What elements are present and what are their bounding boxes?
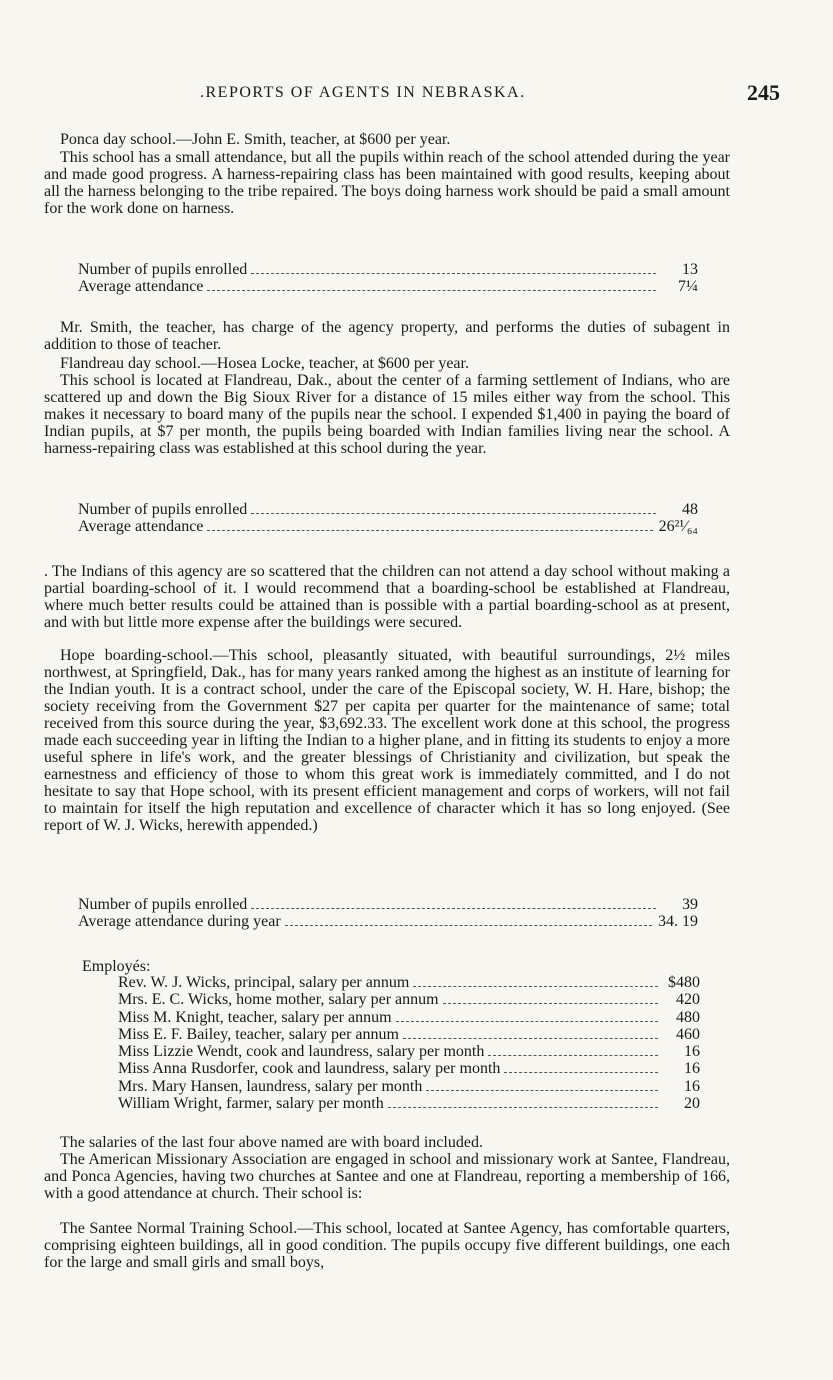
- paragraph-ponca-heading: Ponca day school.—John E. Smith, teacher, at $600 per year.: [60, 131, 451, 148]
- dot-leader: [413, 986, 658, 987]
- stat-value: 39: [682, 896, 698, 913]
- dot-leader: [207, 290, 656, 291]
- dot-leader: [251, 273, 656, 274]
- dot-leader: [251, 908, 656, 909]
- hope-stats-table: [78, 896, 698, 930]
- stat-label: Number of pupils enrolled: [78, 896, 248, 913]
- employe-label: Miss M. Knight, teacher, salary per annum: [118, 1008, 392, 1026]
- stat-value: 13: [682, 261, 698, 278]
- employe-salary: 480: [676, 1008, 700, 1026]
- dot-leader: [396, 1021, 658, 1022]
- stat-label: Average attendance: [78, 518, 204, 535]
- employe-label: Miss Anna Rusdorfer, cook and laundress, salary per month: [118, 1060, 501, 1078]
- employe-salary: 16: [684, 1077, 700, 1095]
- paragraph-ponca-body: This school has a small attendance, but all the pupils within reach of the school attended during the year and made good progress. A harness-repairing class has been maintained with good results, keeping about all the harness belonging to the tribe repaired. The boys doing harness work should be paid a small amount for the work done on harness.: [44, 149, 730, 217]
- ponca-stats-table: [78, 261, 698, 295]
- stat-label: Number of pupils enrolled: [78, 261, 248, 278]
- dot-leader: [285, 925, 652, 926]
- table-row: [118, 1060, 700, 1077]
- stat-value: 7¼: [678, 278, 698, 295]
- stat-label: Average attendance during year: [78, 913, 281, 930]
- paragraph-flandreau-body: This school is located at Flandreau, Dak., about the center of a farming settlement of Indians, who are scattered up and down the Big Sioux River for a distance of 15 miles either way from the school. This makes it necessary to board many of the pupils near the school. I expended $1,400 in paying the board of Indian pupils, at $7 per month, the pupils being boarded with Indian families living near the school. A harness-repairing class was established at this school during the year.: [44, 372, 730, 457]
- stat-value: 34. 19: [658, 913, 698, 930]
- paragraph-salaries-note: The salaries of the last four above named are with board included.: [60, 1134, 483, 1151]
- dot-leader: [443, 1003, 658, 1004]
- table-row: [118, 1009, 700, 1026]
- table-row: [78, 913, 698, 930]
- stat-value: 48: [682, 501, 698, 518]
- dot-leader: [426, 1090, 658, 1091]
- employe-salary: 420: [676, 991, 700, 1009]
- dot-leader: [504, 1072, 658, 1073]
- table-row: [118, 1078, 700, 1095]
- page-number: 245: [747, 80, 780, 105]
- employe-label: Mrs. Mary Hansen, laundress, salary per month: [118, 1077, 423, 1095]
- employe-salary: 20: [684, 1095, 700, 1113]
- dot-leader: [207, 530, 652, 531]
- paragraph-santee-normal: The Santee Normal Training School.—This school, located at Santee Agency, has comfortable quarters, comprising eighteen buildings, all in good condition. The pupils occupy five different buildings, one each for the large and small girls and small boys,: [44, 1220, 730, 1271]
- stat-label: Average attendance: [78, 278, 204, 295]
- table-row: [118, 974, 700, 991]
- table-row: [78, 261, 698, 278]
- running-head: .REPORTS OF AGENTS IN NEBRASKA.: [200, 84, 526, 101]
- employe-label: Miss Lizzie Wendt, cook and laundress, salary per month: [118, 1043, 485, 1061]
- dot-leader: [488, 1055, 658, 1056]
- table-row: [118, 991, 700, 1008]
- employe-salary: $480: [668, 974, 700, 991]
- table-row: [78, 278, 698, 295]
- table-row: [118, 1043, 700, 1060]
- flandreau-stats-table: [78, 501, 698, 535]
- employe-salary: 460: [676, 1025, 700, 1043]
- employes-table: [118, 974, 700, 1112]
- table-row: [78, 501, 698, 518]
- table-row: [118, 1095, 700, 1112]
- employe-label: William Wright, farmer, salary per month: [118, 1095, 384, 1113]
- dot-leader: [403, 1038, 658, 1039]
- employe-label: Miss E. F. Bailey, teacher, salary per annum: [118, 1025, 399, 1043]
- paragraph-smith-duties: Mr. Smith, the teacher, has charge of the agency property, and performs the duties of subagent in addition to those of teacher.: [44, 319, 730, 353]
- paragraph-flandreau-heading: Flandreau day school.—Hosea Locke, teacher, at $600 per year.: [60, 355, 469, 372]
- dot-leader: [251, 513, 656, 514]
- dot-leader: [388, 1107, 658, 1108]
- paragraph-hope-school: Hope boarding-school.—This school, pleasantly situated, with beautiful surroundings, 2½ miles northwest, at Springfield, Dak., has for many years ranked among the highest as an institute of learning for the Indian youth. It is a contract school, under the care of the Episcopal society, W. H. Hare, bishop; the society receiving from the Government $27 per capita per quarter for the maintenance of same; total received from this source during the year, $3,692.33. The excellent work done at this school, the progress made each succeeding year in lifting the Indian to a higher plane, and in fitting its students to enjoy a more useful sphere in life's work, and the greater blessings of Christianity and civilization, but speak the earnestness and efficiency of those to whom this great work is immediately committed, and I do not hesitate to say that Hope school, with its present efficient management and corps of workers, will not fail to maintain for itself the high reputation and excellence of character which it has so long enjoyed. (See report of W. J. Wicks, herewith appended.): [44, 647, 730, 834]
- stat-label: Number of pupils enrolled: [78, 501, 248, 518]
- table-row: [118, 1026, 700, 1043]
- table-row: [78, 518, 698, 535]
- page-header: [40, 80, 790, 110]
- employe-label: Rev. W. J. Wicks, principal, salary per annum: [118, 974, 410, 991]
- table-row: [78, 896, 698, 913]
- employe-salary: 16: [684, 1043, 700, 1061]
- stat-value: 26²¹⁄₆₄: [658, 518, 698, 535]
- employe-salary: 16: [684, 1060, 700, 1078]
- paragraph-boarding-recommendation: . The Indians of this agency are so scattered that the children can not attend a day school without making a partial boarding-school of it. I would recommend that a boarding-school be established at Flandreau, where much better results could be attained than is possible with a partial boarding-school as at present, and with but little more expense after the buildings were secured.: [44, 563, 730, 631]
- employes-heading: Employés:: [82, 958, 151, 975]
- paragraph-missionary-association: The American Missionary Association are engaged in school and missionary work at Santee, Flandreau, and Ponca Agencies, having two churches at Santee and one at Flandreau, reporting a membership of 166, with a good attendance at church. Their school is:: [44, 1151, 730, 1202]
- employe-label: Mrs. E. C. Wicks, home mother, salary per annum: [118, 991, 439, 1009]
